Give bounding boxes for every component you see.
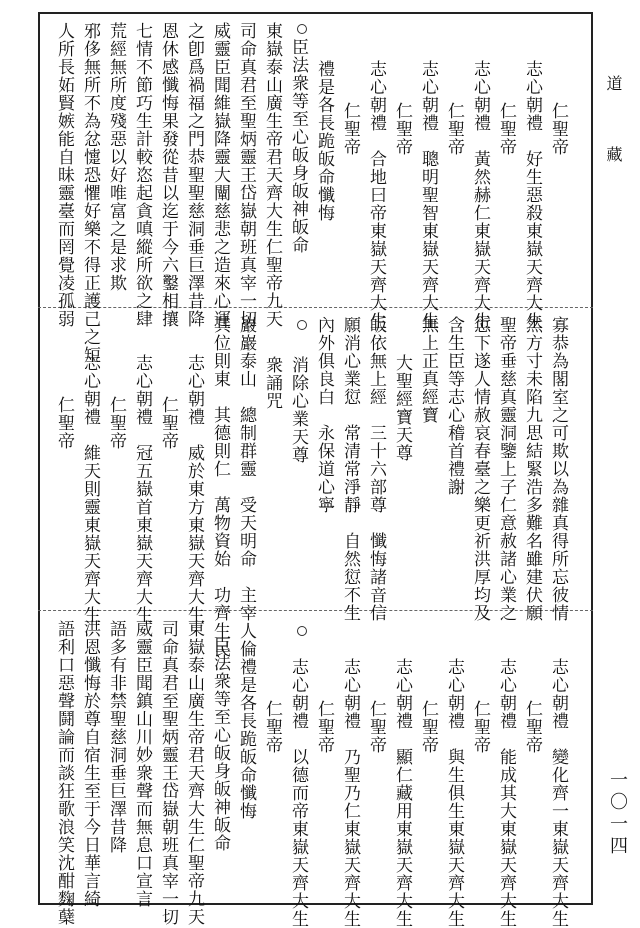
text-column: 皈依無上經 三十六部尊 懺悔諸音信: [366, 316, 386, 622]
text-column: 荒經無所度殘惡以好唯富之是求欺: [106, 22, 126, 292]
circle-mark: [297, 24, 307, 34]
text-column: 志心朝禮 好生惡殺東嶽天齊大生: [522, 60, 542, 330]
text-column: 仁聖帝: [548, 102, 568, 156]
text-column: 語多有非禁聖慈洞垂巨澤昔降: [106, 620, 126, 854]
text-column: 禮是各長跪皈命懺悔: [236, 658, 256, 820]
text-column: 仁聖帝: [444, 102, 464, 156]
text-column: 志心朝禮 合地曰帝東嶽天齊大生: [366, 60, 386, 330]
text-column: 恩休感懺悔果發從昔以迄于今六鑿相攘: [158, 22, 178, 328]
text-column: 仁聖帝: [314, 700, 334, 754]
text-column: 之卽爲禍福之門恭聖聖慈洞垂巨澤昔降: [184, 22, 204, 328]
page-number: 一〇一四: [607, 770, 628, 858]
text-column: 仁聖帝: [106, 396, 126, 450]
text-column: 志心朝禮 能成其大東嶽天齊大生: [496, 658, 516, 928]
text-column: 仁聖帝: [340, 102, 360, 156]
text-column: 巖巖泰山 總制群靈 受天明命 主宰人倫: [236, 316, 256, 658]
text-column: 無上正真經寶: [418, 316, 438, 424]
text-column: 消除心業天尊: [288, 356, 308, 464]
text-column: 愆下遂人情赦哀春臺之樂更祈洪厚均及: [470, 316, 490, 622]
text-column: 禮是各長跪皈命懺悔: [314, 60, 334, 222]
text-column: 願消心業愆 常清常淨靜 自然愆不生: [340, 316, 360, 622]
text-column: 仁聖帝: [366, 700, 386, 754]
text-column: 志心朝禮 以德而帝東嶽天齊大生: [288, 658, 308, 928]
text-column: 仁聖帝: [262, 700, 282, 754]
text-column: 臣法衆等至心皈身皈神皈命: [288, 38, 308, 254]
text-column: 志心朝禮 乃聖乃仁東嶽天齊大生: [340, 658, 360, 928]
text-column: 志心朝禮 聰明聖智東嶽天齊大生: [418, 60, 438, 330]
panel-divider-1: [38, 307, 593, 308]
text-column: 東嶽泰山廣生帝君天齊大生仁聖帝九天: [184, 620, 204, 926]
text-column: 仁聖帝: [54, 396, 74, 450]
text-column: 聖帝垂慈真靈洞鑒上子仁意赦諸心業之: [496, 316, 516, 622]
circle-mark: [297, 626, 307, 636]
text-column: 志心朝禮 威於東方東嶽天齊大生: [184, 354, 204, 624]
text-column: 內外俱良白 永保道心寧: [314, 316, 334, 514]
margin-label: 道 藏: [604, 75, 623, 180]
text-column: 洪恩懺悔於尊自宿生至于今日華言綺: [80, 620, 100, 908]
text-column: 邪侈無所不為忿懥恐懼好樂不得正護己之短: [80, 22, 100, 364]
text-column: 臣法衆等至心皈身皈神皈命: [210, 636, 230, 852]
text-column: 仁聖帝: [470, 700, 490, 754]
text-column: 志心朝禮 冠五嶽首東嶽天齊大生: [132, 354, 152, 624]
text-column: 威靈臣聞維嶽降靈大闡慈悲之造來心運: [210, 22, 230, 328]
text-column: 大聖經寶天尊: [392, 354, 412, 462]
text-column: 含生臣等志心稽首禮謝: [444, 316, 464, 496]
circle-mark: [297, 320, 307, 330]
text-column: 衆誦咒: [262, 356, 282, 410]
text-column: 東嶽泰山廣生帝君天齊大生仁聖帝九天: [262, 22, 282, 328]
text-panel-2: [44, 316, 589, 658]
text-column: 威靈臣聞鎮山川妙衆聲而無息口宣言: [132, 620, 152, 908]
text-column: 然方寸未陷九思結緊浩多難名雖建伏願: [522, 316, 542, 622]
text-column: 志心朝禮 變化齊一東嶽天齊大生: [548, 658, 568, 928]
text-column: 語利口惡聲鬪論而談狂歌浪笑沈酣麴蘖: [54, 620, 74, 926]
text-column: 仁聖帝: [158, 396, 178, 450]
text-column: 仁聖帝: [522, 700, 542, 754]
text-column: 仁聖帝: [418, 700, 438, 754]
text-column: 仁聖帝: [392, 102, 412, 156]
text-column: 志心朝禮 維天則靈東嶽天齊大生: [80, 354, 100, 624]
text-column: 其位則東 其德則仁 萬物資始 功齊生民: [210, 316, 230, 658]
text-column: 志心朝禮 黃然赫仁東嶽天齊大生: [470, 60, 490, 330]
text-column: 仁聖帝: [496, 102, 516, 156]
text-column: 志心朝禮 與生俱生東嶽天齊大生: [444, 658, 464, 928]
text-column: 志心朝禮 顯仁藏用東嶽天齊大生: [392, 658, 412, 928]
text-column: 七情不節巧生計較恣起貪嗔縱所欲之肆: [132, 22, 152, 328]
text-panel-1: [44, 22, 589, 364]
text-panel-3: [44, 620, 589, 928]
text-column: 寡恭為閣室之可欺以為雜真得所忘彼情: [548, 316, 568, 622]
text-column: 人所長妬賢嫉能自昧靈臺而罔覺凌孤弱: [54, 22, 74, 328]
text-column: 司命真君至聖炳靈王岱嶽朝班真宰一切: [236, 22, 256, 328]
text-column: 司命真君至聖炳靈王岱嶽朝班真宰一切: [158, 620, 178, 926]
